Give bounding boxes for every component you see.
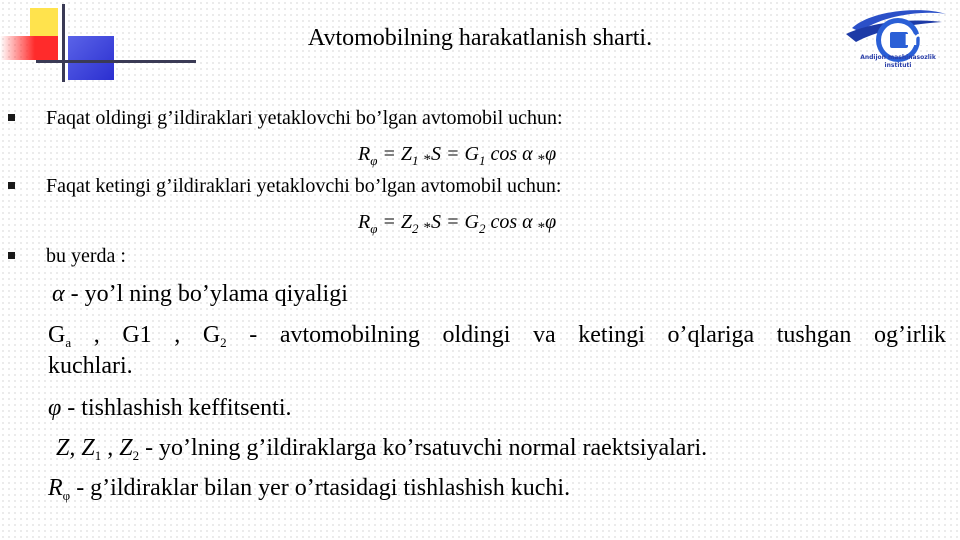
bullet-marker <box>8 252 15 259</box>
logo-caption-line1: Andijon mashinasozlik <box>860 54 936 61</box>
slide-title: Avtomobilning harakatlanish sharti. <box>307 25 653 51</box>
bullet-1-text: Faqat oldingi g’ildiraklari yetaklovchi bo’lgan avtomobil uchun: <box>46 107 563 129</box>
logo-caption-line2: instituti <box>884 62 912 69</box>
bullet-2-text: Faqat ketingi g’ildiraklari yetaklovchi bo’lgan avtomobil uchun: <box>46 175 562 197</box>
bullet-3-text: bu yerda : <box>46 245 126 267</box>
decor-horizontal-line <box>36 60 196 63</box>
decor-blue-square <box>68 36 114 80</box>
logo-monogram: mi <box>904 26 930 50</box>
definition-weights: $G_a$ , G1 , $G_2$ - avtomobilning oldingi va ketingi o’qlariga tushgan og’irlik <box>48 322 946 350</box>
decor-vertical-line <box>62 4 65 82</box>
definition-r: $R_\varphi$ - g’ildiraklar bilan yer o’rtasidagi tishlashish kuchi. <box>48 475 571 503</box>
decor-red-bar <box>0 36 58 60</box>
formula-front-drive: $R_\varphi = Z_1$ $_*S = G_1$ cos α $_*$φ <box>358 143 557 168</box>
definition-z: Z, $Z_1$ , $Z_2$ - yo’lning g’ildiraklarga ko’rsatuvchi normal raektsiyalari. <box>56 435 708 463</box>
institute-logo <box>842 4 954 80</box>
definition-phi: φ - tishlashish keffitsenti. <box>48 395 292 421</box>
definition-alpha: α - yo’l ning bo’ylama qiyaligi <box>52 281 348 307</box>
bullet-marker <box>8 114 15 121</box>
formula-rear-drive: $R_\varphi = Z_2$ $_*S = G_2$ cos α $_*$φ <box>358 211 557 236</box>
bullet-marker <box>8 182 15 189</box>
decor-yellow-square <box>30 8 58 36</box>
definition-weights-cont: kuchlari. <box>48 353 133 379</box>
